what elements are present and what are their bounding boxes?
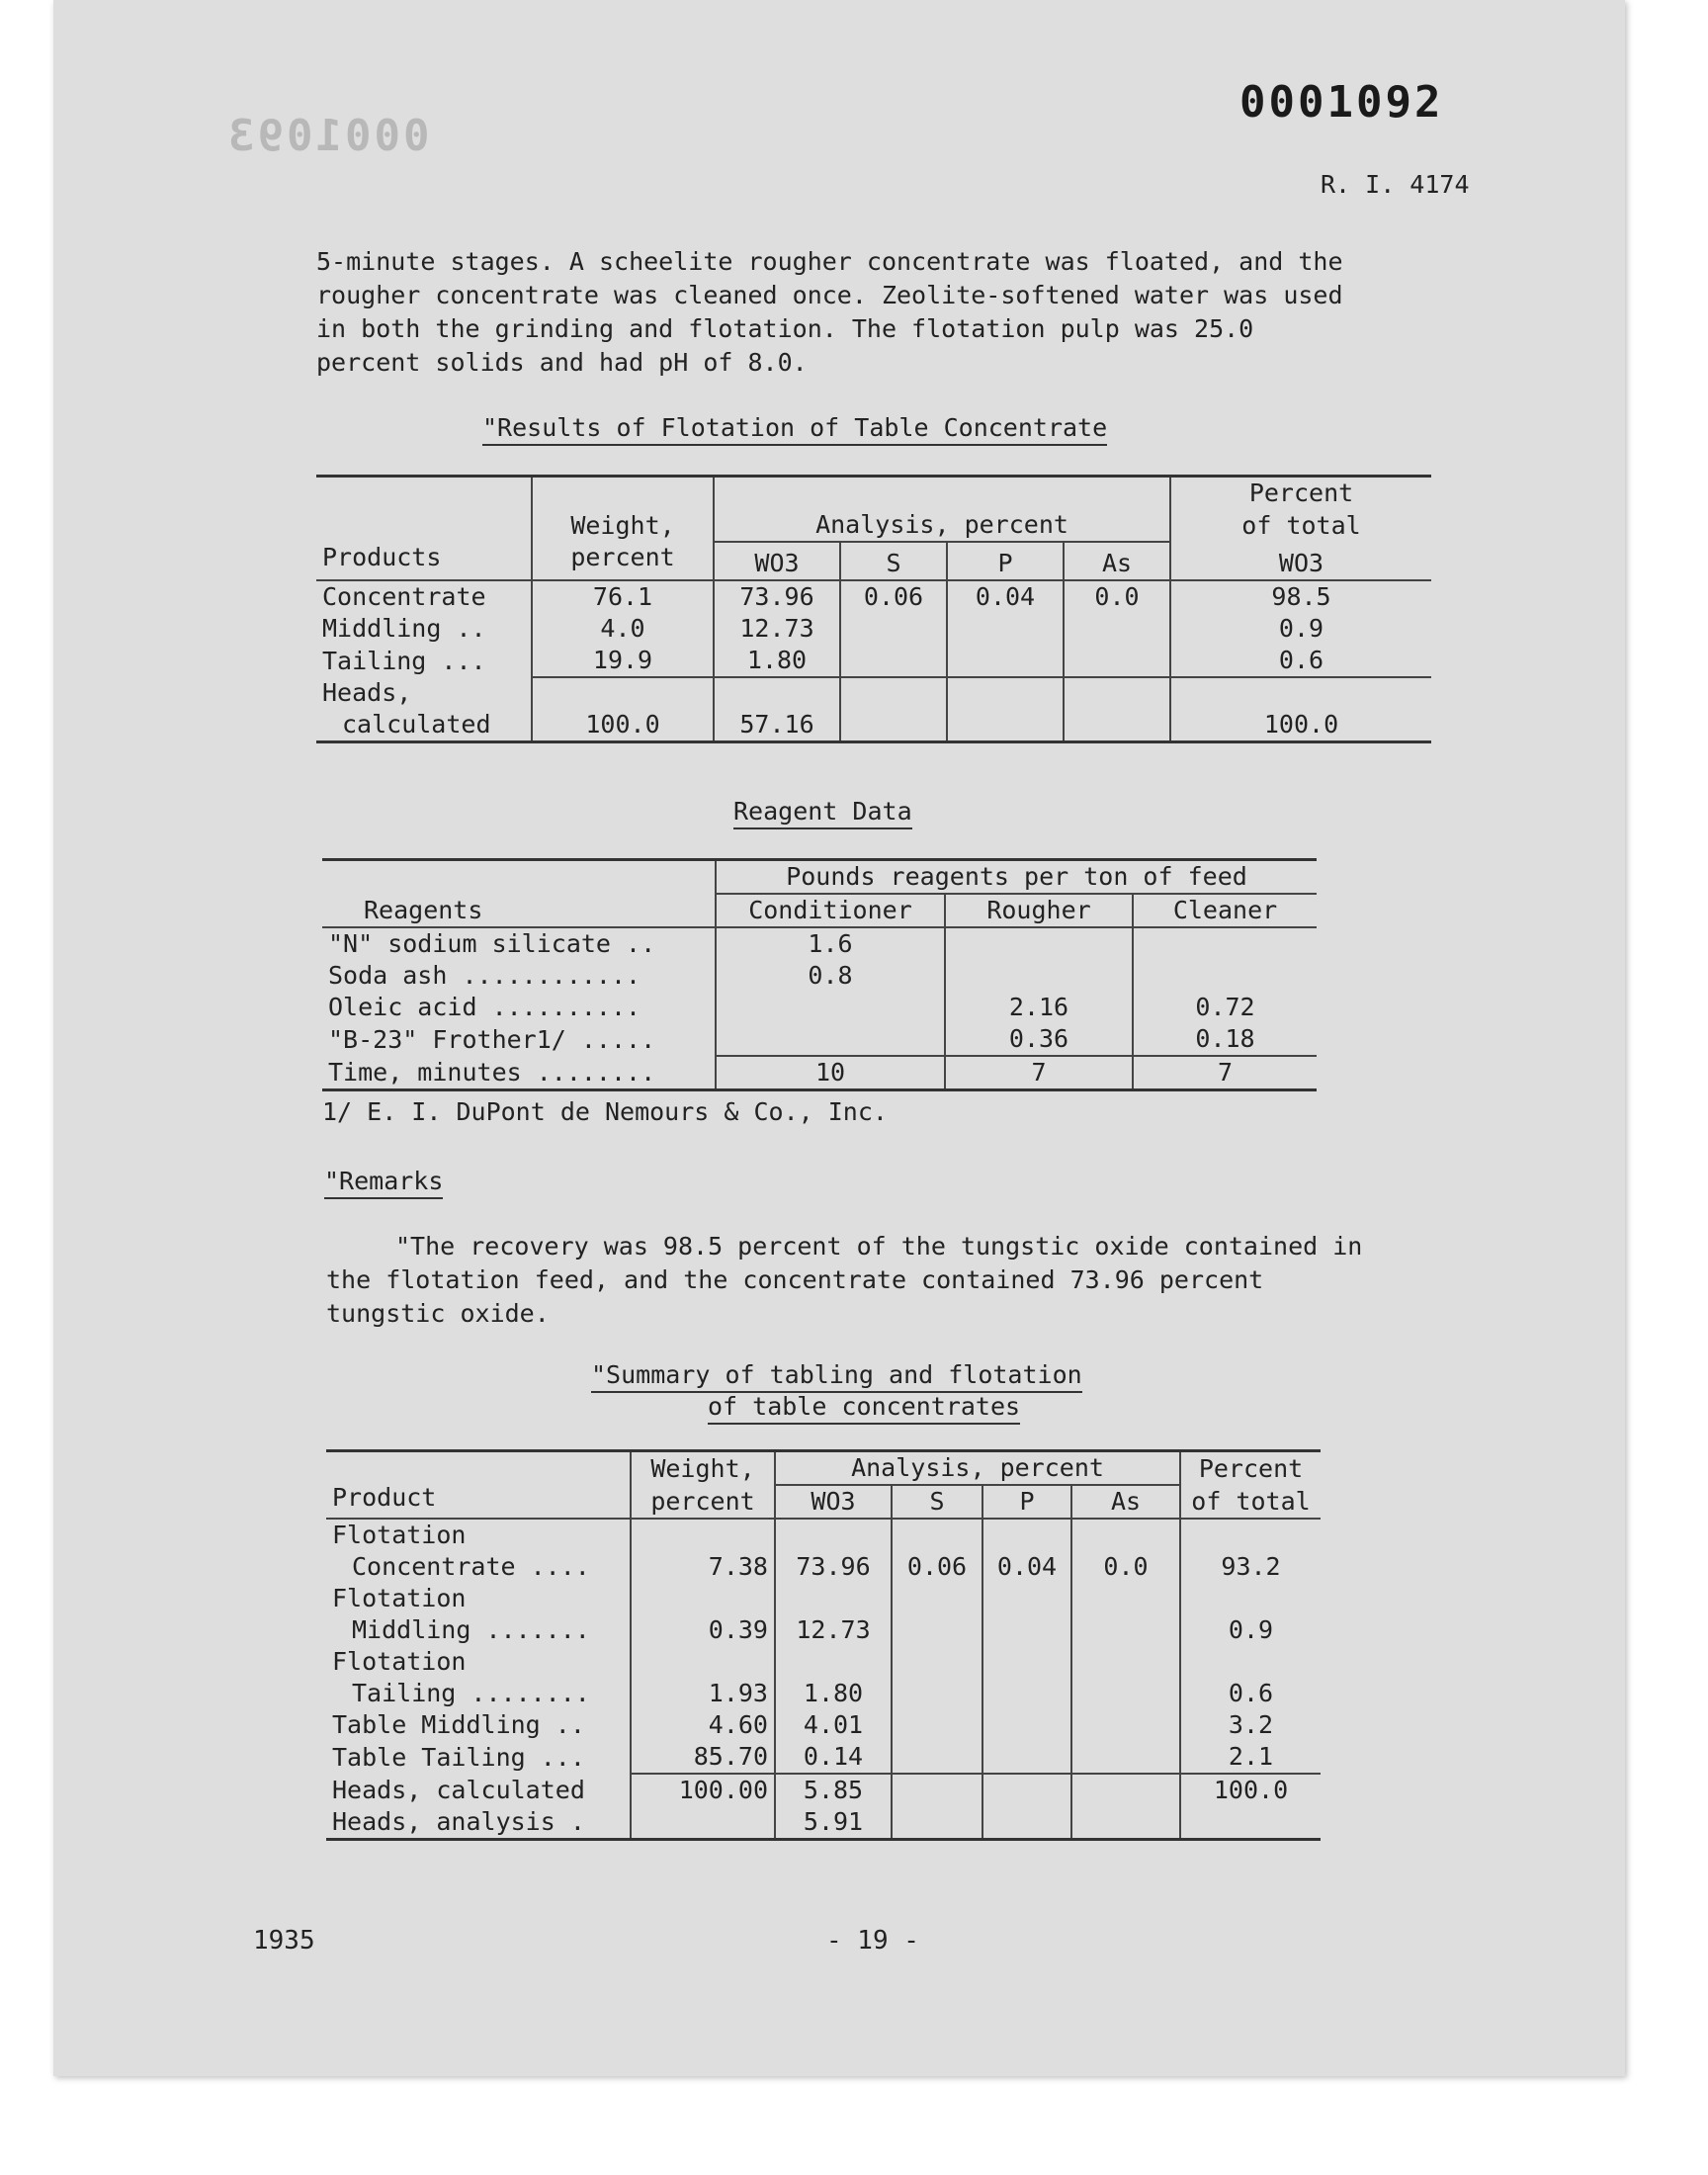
table-row: calculated 100.0 57.16 100.0	[316, 709, 1431, 742]
remarks-heading: "Remarks	[324, 1167, 443, 1199]
weight-header-2: percent	[631, 1485, 775, 1519]
table-row: Flotation	[326, 1646, 1321, 1678]
s-header: S	[892, 1485, 982, 1519]
table-row: Heads, analysis . 5.91	[326, 1806, 1321, 1840]
table2-title: Reagent Data	[733, 797, 912, 829]
page-number: - 19 -	[826, 1926, 919, 1956]
table1-title: "Results of Flotation of Table Concentrate	[482, 413, 1107, 446]
table-row: "N" sodium silicate .. 1.6	[322, 927, 1317, 960]
table-row: Time, minutes ........ 10 7 7	[322, 1056, 1317, 1090]
table-row: Tailing ........ 1.93 1.80 0.6	[326, 1678, 1321, 1709]
summary-table	[326, 1449, 1321, 1841]
percent-total-header-2: of total	[1170, 509, 1431, 542]
product-header: Product	[326, 1451, 631, 1520]
analysis-header: Analysis, percent	[714, 509, 1170, 542]
as-header: As	[1064, 542, 1170, 580]
table-row: Oleic acid .......... 2.16 0.72	[322, 992, 1317, 1023]
wo3-header: WO3	[714, 542, 840, 580]
table-row: Concentrate 76.1 73.96 0.06 0.04 0.0 98.5	[316, 580, 1431, 613]
report-id: R. I. 4174	[1321, 170, 1470, 199]
wo3-header: WO3	[775, 1485, 892, 1519]
table-row: Heads, calculated 100.00 5.85 100.0	[326, 1774, 1321, 1806]
table-row: Concentrate .... 7.38 73.96 0.06 0.04 0.0 93.2	[326, 1551, 1321, 1583]
reagent-data-table	[322, 858, 1317, 1091]
products-header: Products	[316, 477, 532, 581]
footer-year: 1935	[253, 1926, 315, 1956]
table-row: Heads,	[316, 677, 1431, 709]
percent-total-header-3: WO3	[1170, 542, 1431, 580]
ghost-document-number: 0001093	[225, 111, 430, 161]
p-header: P	[982, 1485, 1071, 1519]
as-header: As	[1071, 1485, 1180, 1519]
cleaner-header: Cleaner	[1133, 894, 1317, 927]
rougher-header: Rougher	[945, 894, 1133, 927]
weight-header-1: Weight,	[532, 509, 714, 542]
table-row: Tailing ... 19.9 1.80 0.6	[316, 645, 1431, 677]
table-row: Soda ash ............ 0.8	[322, 960, 1317, 992]
percent-header-1: Percent	[1180, 1451, 1321, 1486]
pounds-reagents-header: Pounds reagents per ton of feed	[716, 860, 1317, 895]
table-row: "B-23" Frother1/ ..... 0.36 0.18	[322, 1023, 1317, 1056]
analysis-header: Analysis, percent	[775, 1451, 1180, 1486]
table-row: Table Middling .. 4.60 4.01 3.2	[326, 1709, 1321, 1741]
percent-total-header-1: Percent	[1170, 477, 1431, 510]
table-row: Table Tailing ... 85.70 0.14 2.1	[326, 1741, 1321, 1774]
percent-header-2: of total	[1180, 1485, 1321, 1519]
flotation-results-table	[316, 475, 1431, 743]
p-header: P	[947, 542, 1064, 580]
table3-title-line2: of table concentrates	[708, 1392, 1020, 1425]
reagents-header: Reagents	[322, 860, 716, 928]
table-row: Middling ....... 0.39 12.73 0.9	[326, 1614, 1321, 1646]
table-row: Flotation	[326, 1519, 1321, 1551]
s-header: S	[840, 542, 947, 580]
table-row: Flotation	[326, 1583, 1321, 1614]
weight-header-2: percent	[532, 542, 714, 580]
remarks-text: "The recovery was 98.5 percent of the tungstic oxide contained in the flotation feed, and the concentrate contained 73.96 percent tungstic oxide.	[326, 1232, 1363, 1328]
document-number: 0001092	[1239, 77, 1444, 128]
table-row: Middling .. 4.0 12.73 0.9	[316, 613, 1431, 645]
table3-title-line1: "Summary of tabling and flotation	[591, 1360, 1082, 1393]
conditioner-header: Conditioner	[716, 894, 945, 927]
intro-paragraph: 5-minute stages. A scheelite rougher concentrate was floated, and the rougher concentrate was cleaned once. Zeolite-softened water was used in both the grinding and flotation. The flotation pulp was 25.0 percent solids and had pH of 8.0.	[316, 247, 1343, 377]
weight-header-1: Weight,	[631, 1451, 775, 1486]
reagent-footnote: 1/ E. I. DuPont de Nemours & Co., Inc.	[322, 1097, 888, 1126]
